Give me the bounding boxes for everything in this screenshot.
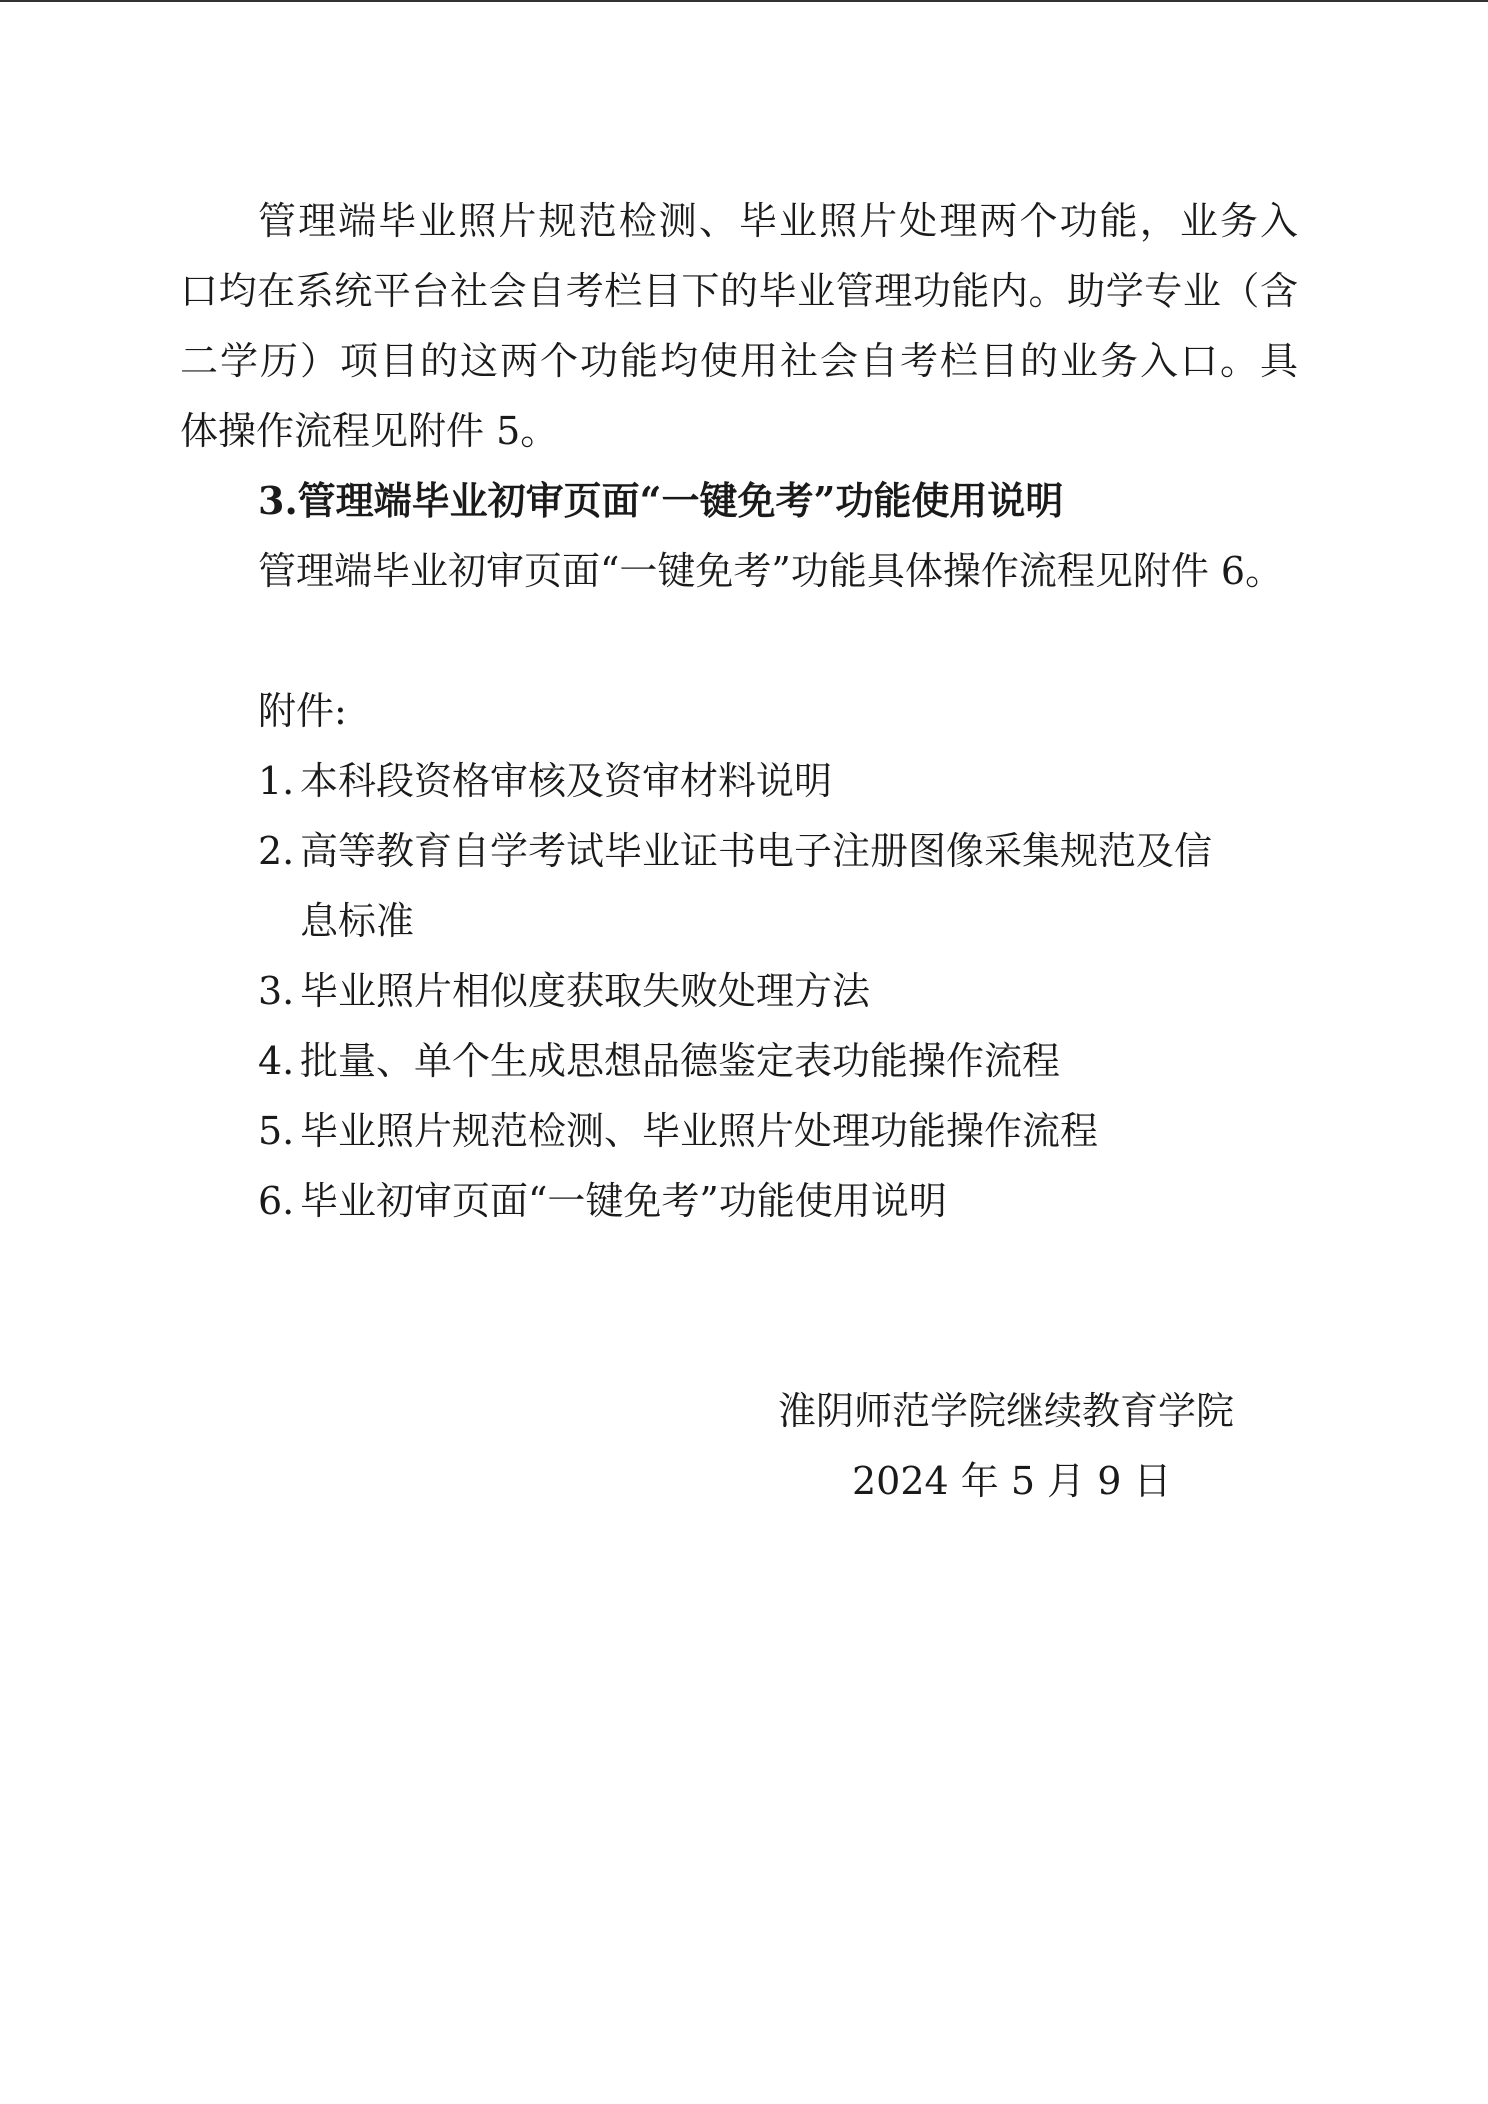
section-3-number: 3. (258, 478, 298, 523)
attachment-number: 1. (258, 759, 295, 803)
attachment-text: 本科段资格审核及资审材料说明 (300, 759, 833, 803)
section-3-title: 管理端毕业初审页面“一键免考”功能使用说明 (297, 478, 1064, 523)
attachment-item-3 (258, 956, 870, 1026)
section-3-heading (258, 466, 1408, 536)
attachment-text: 毕业初审页面“一键免考”功能使用说明 (300, 1179, 947, 1223)
attachment-number: 5. (258, 1109, 295, 1153)
attachment-number: 3. (258, 969, 295, 1013)
attachment-item-6 (258, 1166, 947, 1236)
attachment-number: 6. (258, 1179, 295, 1223)
signature-organization: 淮阴师范学院继续教育学院 (778, 1389, 1235, 1433)
attachment-text: 毕业照片相似度获取失败处理方法 (300, 969, 871, 1013)
attachment-item-2 (258, 816, 1212, 886)
signature-date: 2024 年 5 月 9 日 (852, 1459, 1172, 1503)
paragraph-1-line-2: 口均在系统平台社会自考栏目下的毕业管理功能内。助学专业（含 (180, 269, 1298, 313)
attachment-text: 批量、单个生成思想品德鉴定表功能操作流程 (300, 1039, 1061, 1083)
attachment-item-5 (258, 1096, 1098, 1166)
attachment-item-1 (258, 746, 832, 816)
attachment-item-4 (258, 1026, 1060, 1096)
paragraph-1-line-4: 体操作流程见附件 5。 (180, 409, 559, 453)
paragraph-2: 管理端毕业初审页面“一键免考”功能具体操作流程见附件 6。 (258, 549, 1284, 593)
attachment-item-2-continued: 息标准 (300, 899, 415, 943)
paragraph-1-line-1: 管理端毕业照片规范检测、毕业照片处理两个功能，业务入 (258, 199, 1298, 243)
attachment-text: 高等教育自学考试毕业证书电子注册图像采集规范及信 (300, 829, 1213, 873)
attachments-heading: 附件: (258, 689, 347, 733)
paragraph-1-line-3: 二学历）项目的这两个功能均使用社会自考栏目的业务入口。具 (180, 339, 1298, 383)
attachment-text: 毕业照片规范检测、毕业照片处理功能操作流程 (300, 1109, 1099, 1153)
attachment-number: 2. (258, 829, 295, 873)
attachment-number: 4. (258, 1039, 295, 1083)
